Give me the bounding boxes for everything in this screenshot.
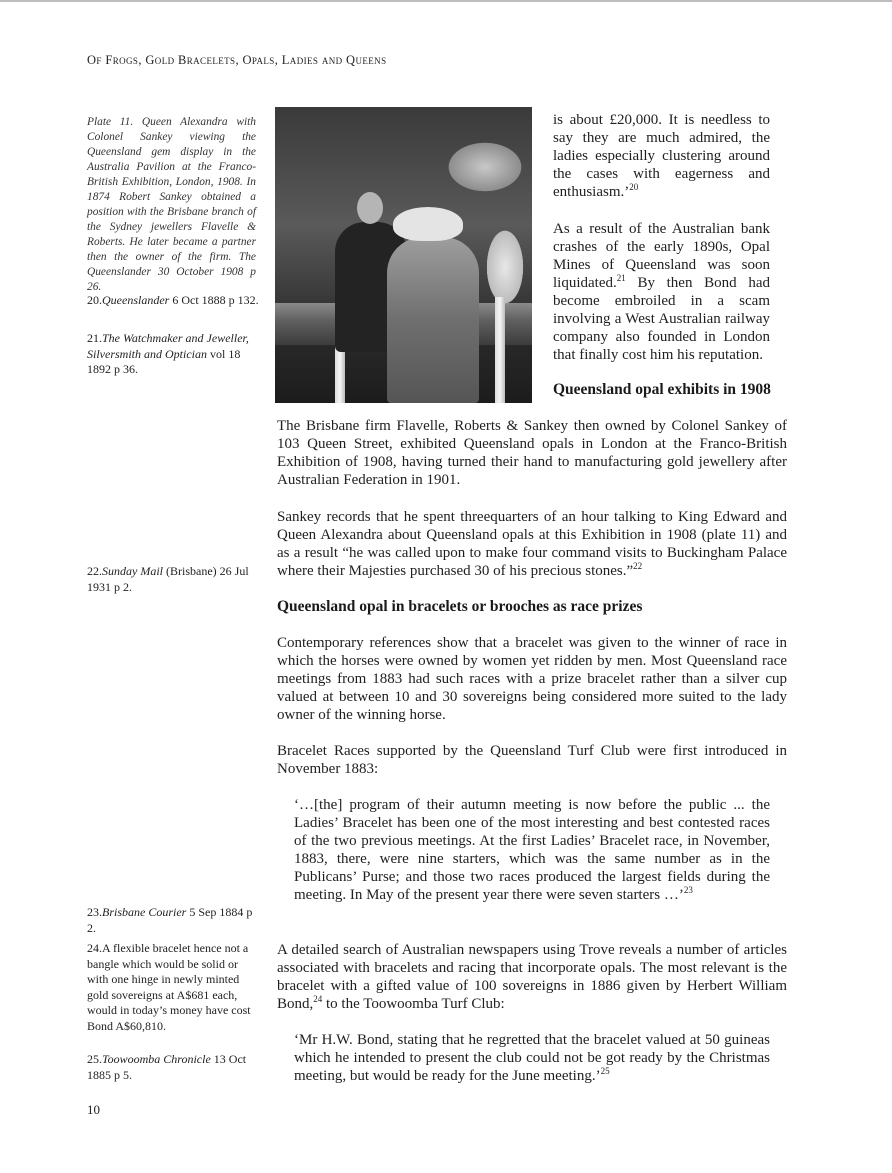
paragraph-quote-end [553,111,770,201]
paragraph-contemporary-references: Contemporary references show that a bracelet was given to the winner of race in which the horses were owned by women yet ridden by men. Most Queensland race meetings from 1883 had such races with a prize bracelet rather than a silver cup valued at between 10 and 30 sovereigns being considered more suited to the lady owner of the winning horse. [277,635,787,723]
footnote-21 [87,331,262,378]
paragraph-text: is about £20,000. It is needless to say they are much admired, the ladies especially clustering around the cases with eagerness and enthusiasm.’ [553,112,770,200]
paragraph-bank-crashes [553,220,770,364]
footnote-text: vol 18 1892 p 36. [87,346,241,376]
footnote-source: Sunday Mail [102,564,163,578]
footnote-ref-23: 23 [683,885,693,895]
footnote-number: 25. [87,1052,102,1066]
paragraph-bracelet-races: Bracelet Races supported by the Queensland Turf Club were first introduced in November 1883: [277,743,787,777]
footnote-number: 24. [87,941,102,955]
block-quote-bond [294,1031,770,1085]
footnote-22 [87,564,262,595]
footnote-23 [87,905,262,936]
block-quote-autumn-meeting [294,796,770,904]
figure-queen-alexandra [387,237,479,403]
paragraph-text: to the Toowoomba Turf Club: [322,996,505,1012]
section-heading-race-prizes: Queensland opal in bracelets or brooches as race prizes [277,598,643,615]
footnote-source: The Watchmaker and Jeweller, Silversmith and Optician [87,331,249,361]
quote-text: ‘Mr H.W. Bond, stating that he regretted that the bracelet valued at 50 guineas which he intended to present the club could not be got ready by the Christmas meeting, but would be ready for the June meeting.’ [294,1032,770,1084]
footnote-number: 21. [87,331,102,345]
footnote-number: 22. [87,564,102,578]
footnote-number: 23. [87,905,102,919]
paragraph-brisbane-firm: The Brisbane firm Flavelle, Roberts & Sankey then owned by Colonel Sankey of 103 Queen Street, exhibited Queensland opals in London at the Franco-British Exhibition of 1908, having turned their hand to manufacturing gold jewellery after Australian Federation in 1901. [277,418,787,488]
footnote-source: Toowoomba Chronicle [102,1052,211,1066]
footnote-text: 13 Oct 1885 p 5. [87,1052,247,1082]
footnote-text: 6 Oct 1888 p 132. [169,293,259,307]
section-heading-opal-exhibits: Queensland opal exhibits in 1908 [553,381,771,398]
figure-queen-alexandra-hat [393,207,463,241]
footnote-20 [87,293,262,309]
paragraph-text: As a result of the Australian bank crashes of the early 1890s, Opal Mines of Queensland was soon liquidated. [553,221,770,291]
paragraph-trove-search [277,941,787,1013]
paragraph-sankey-records [277,508,787,580]
paragraph-text: Sankey records that he spent threequarters of an hour talking to King Edward and Queen Alexandra about Queensland opals at this Exhibition in 1908 (plate 11) and as a result “he was called upon to make four command visits to Buckingham Palace where their Majesties purchased 30 of his precious stones.” [277,509,787,579]
footnote-25 [87,1052,262,1083]
quote-text: ‘…[the] program of their autumn meeting is now before the public ... the Ladies’ Bracelet has been one of the most interesting and best contested races of the two previous meetings. At the first Ladies’ Bracelet race, in November, 1883, there, were nine starters, which was the same number as in the Publicans’ Purse; and those two races produced the largest fields during the meeting. In May of the present year there were seven starters …’ [294,797,770,903]
footnote-ref-20: 20 [629,182,639,192]
footnote-ref-25: 25 [600,1066,610,1076]
top-rule [0,0,892,2]
paragraph-text: By then Bond had become embroiled in a scam involving a West Australian railway company also founded in London that finally cost him his reputation. [553,275,770,363]
footnote-24 [87,941,262,1034]
running-head: Of Frogs, Gold Bracelets, Opals, Ladies and Queens [87,53,387,67]
figure-colonel-sankey-head [357,192,383,224]
footnote-text: (Brisbane) 26 Jul 1931 p 2. [87,564,249,594]
plate-caption: Plate 11. Queen Alexandra with Colonel Sankey viewing the Queensland gem display in the Australia Pavilion at the Franco-British Exhibition, London, 1908. In 1874 Robert Sankey obtained a position with the Brisbane branch of the Sydney jewellers Flavelle & Roberts. He later became a partner then the owner of the firm. The Queenslander 30 October 1908 p 26. [87,116,256,293]
footnote-ref-21: 21 [616,273,626,283]
paragraph-text: A detailed search of Australian newspapers using Trove reveals a number of articles associated with bracelets and racing that incorporate opals. The most relevant is the bracelet with a gifted value of 100 sovereigns in 1886 given by Herbert William Bond, [277,942,787,1012]
footnote-text: 5 Sep 1884 p 2. [87,905,253,935]
footnote-ref-22: 22 [633,561,643,571]
footnote-source: Brisbane Courier [102,905,187,919]
footnote-source: Queenslander [102,293,170,307]
footnote-number: 20. [87,293,102,307]
plate-11-photograph [275,107,532,403]
display-pillar [495,297,505,403]
page-number: 10 [87,1102,100,1117]
footnote-ref-24: 24 [313,994,323,1004]
footnote-text: A flexible bracelet hence not a bangle which would be solid or with one hinge in newly minted gold sovereigns at A$681 each, would in today’s money have cost Bond A$60,810. [87,941,251,1033]
